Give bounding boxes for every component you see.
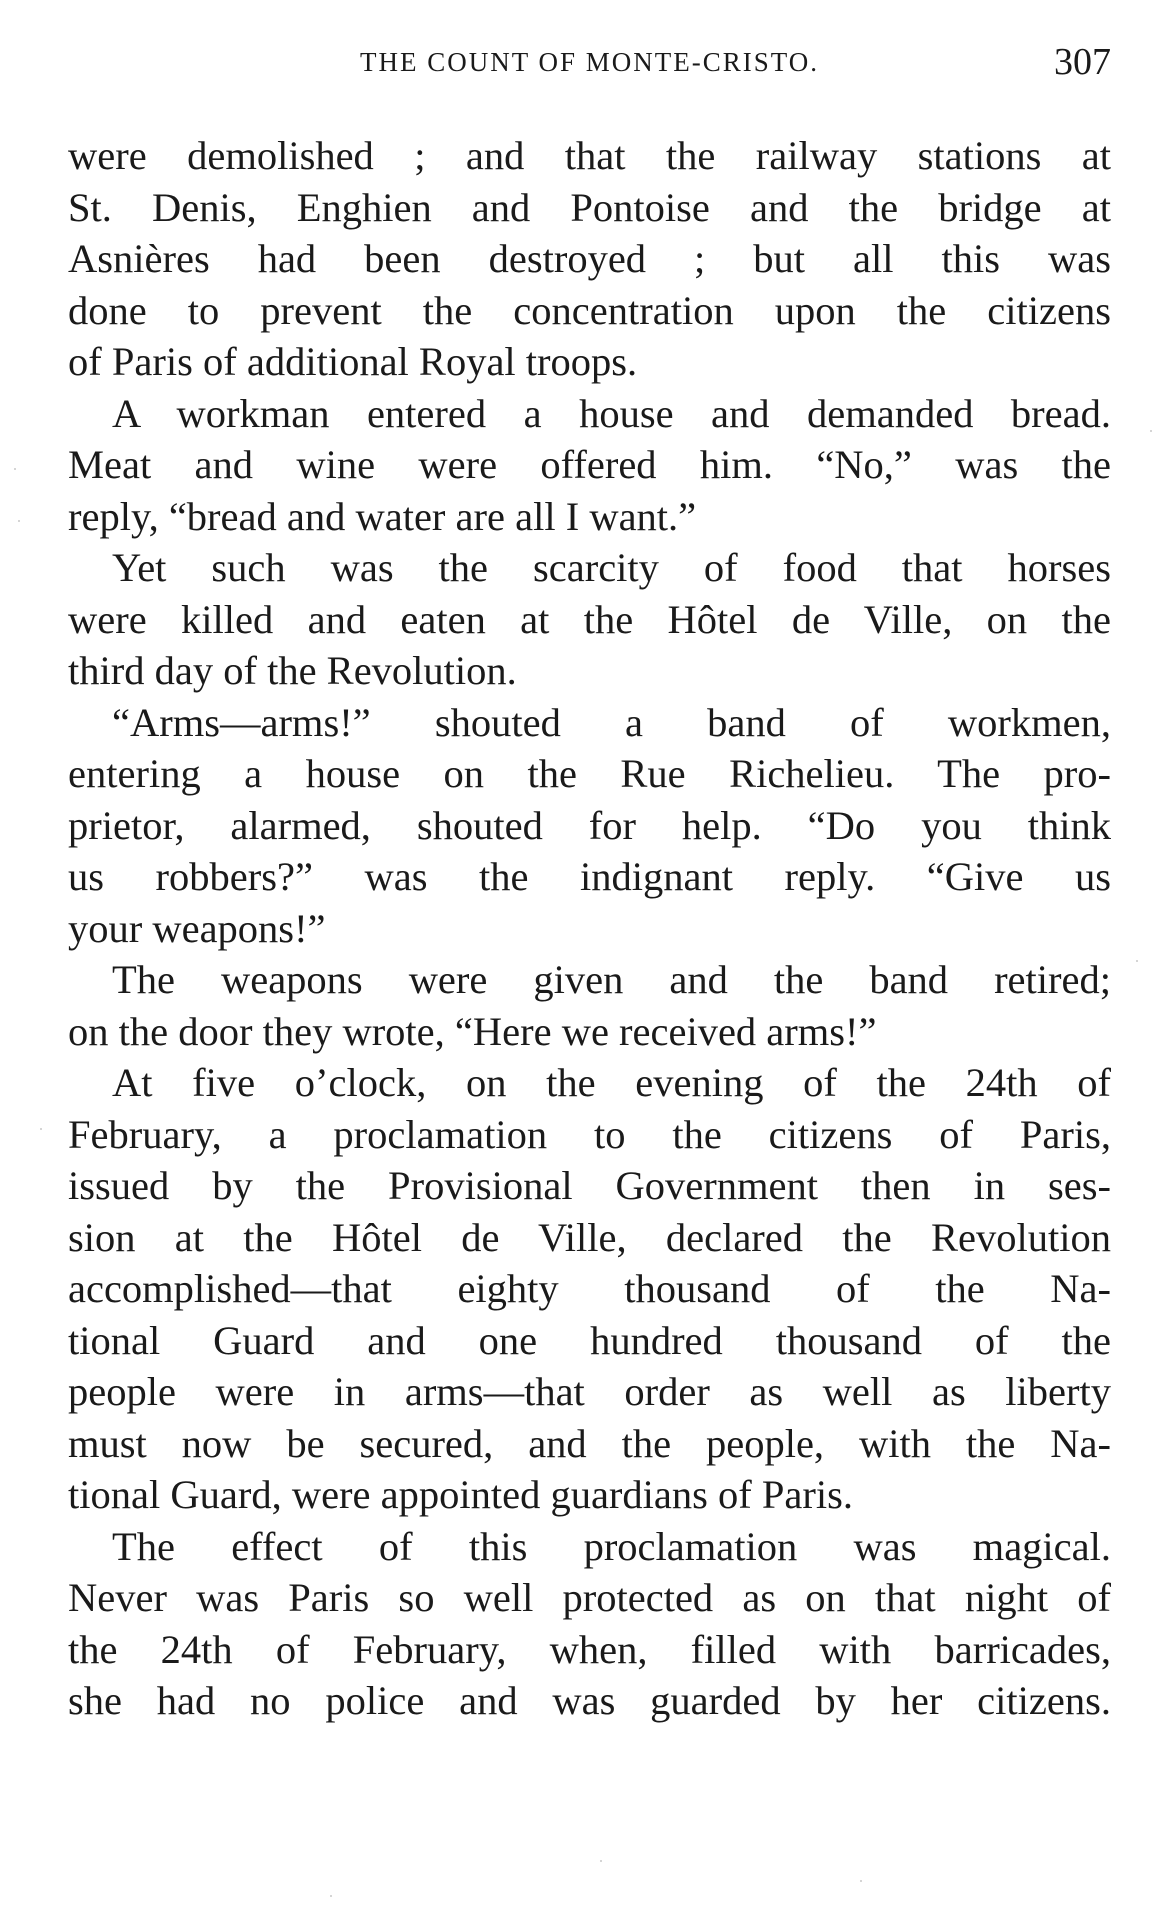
text-line: St. Denis, Enghien and Pontoise and the bridge at [68,184,1111,230]
text-line: A workman entered a house and demanded bread. [112,390,1111,436]
text-line: prietor, alarmed, shouted for help. “Do you think [68,802,1111,848]
text-line: accomplished—that eighty thousand of the Na- [68,1266,1111,1311]
text-line: the 24th of February, when, filled with barricades, [68,1626,1111,1672]
text-line: February, a proclamation to the citizens of Paris, [68,1111,1111,1157]
text-line: your weapons!” [68,905,326,951]
page-number: 307 [1054,41,1111,83]
text-line: entering a house on the Rue Richelieu. The pro- [68,751,1111,796]
text-line: Yet such was the scarcity of food that horses [112,545,1111,590]
text-line: issued by the Provisional Government then in ses- [68,1163,1111,1208]
text-line: people were in arms—that order as well as liberty [68,1369,1111,1414]
text-line: reply, “bread and water are all I want.” [68,493,697,539]
text-line: Meat and wine were offered him. “No,” was the [68,442,1111,487]
text-line: tional Guard and one hundred thousand of the [68,1317,1111,1363]
text-line: The effect of this proclamation was magical. [112,1523,1111,1569]
paper-speck [18,520,20,522]
text-line: At five o’clock, on the evening of the 24th of [112,1060,1111,1105]
text-line: Never was Paris so well protected as on that night of [68,1575,1111,1620]
text-line: third day of the Revolution. [68,648,517,693]
running-head [68,40,1111,84]
body-text [68,130,1111,1727]
text-line: us robbers?” was the indignant reply. “Give us [68,854,1111,899]
text-line: Asnières had been destroyed ; but all this was [68,236,1111,281]
running-title: THE COUNT OF MONTE-CRISTO. [359,47,820,77]
text-line: “Arms—arms!” shouted a band of workmen, [112,699,1111,745]
text-line: tional Guard, were appointed guardians of Paris. [68,1472,854,1517]
paper-speck [330,1895,332,1897]
paper-speck [40,1128,42,1130]
paper-speck [1136,960,1138,962]
paper-speck [860,1880,862,1882]
text-line: must now be secured, and the people, with the Na- [68,1420,1111,1466]
text-line: on the door they wrote, “Here we received arms!” [68,1008,877,1054]
text-line: were demolished ; and that the railway stations at [68,133,1111,178]
paper-speck [14,468,16,470]
text-line: were killed and eaten at the Hôtel de Ville, on the [68,596,1111,642]
text-line: sion at the Hôtel de Ville, declared the Revolution [68,1214,1111,1260]
text-line: she had no police and was guarded by her citizens. [68,1678,1111,1723]
paper-speck [1150,430,1152,432]
text-line: done to prevent the concentration upon the citizens [68,287,1111,333]
text-line: of Paris of additional Royal troops. [68,339,638,384]
paper-speck [600,1860,602,1862]
text-line: The weapons were given and the band retired; [112,957,1111,1002]
